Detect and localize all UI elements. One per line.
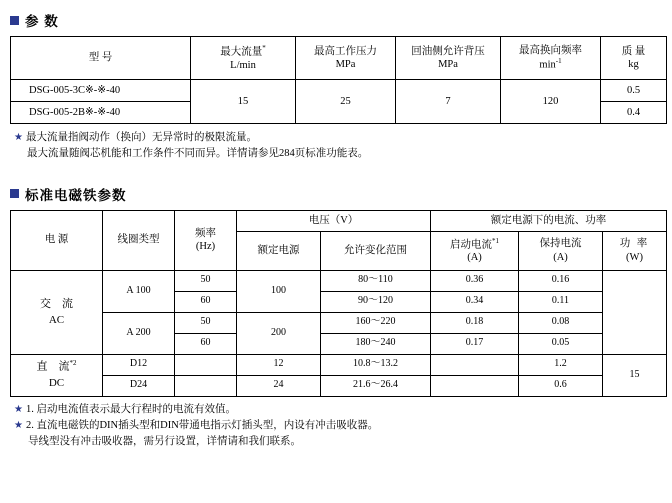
cell-coil-d24: D24	[103, 375, 175, 396]
header-model: 型 号	[11, 37, 191, 80]
star-icon: ★	[14, 132, 23, 143]
cell-hold-2: 0.11	[519, 291, 603, 312]
cell-start-4: 0.17	[431, 333, 519, 354]
header-start-current-line2: (A)	[467, 252, 482, 264]
star-icon: ★	[14, 419, 23, 431]
cell-max-flow: 15	[191, 80, 296, 124]
header-frequency-line1: 频率	[195, 227, 216, 239]
cell-hold-1: 0.16	[519, 270, 603, 291]
cell-power-ac	[603, 270, 667, 354]
cell-max-pressure: 25	[296, 80, 396, 124]
header-voltage-group: 电压（V）	[237, 210, 431, 231]
cell-range-5: 10.8～13.2	[321, 354, 431, 375]
header-back-pressure-line1: 回油侧允许背压	[411, 45, 485, 57]
cell-back-pressure: 7	[396, 80, 501, 124]
cell-coil-a100: A 100	[103, 270, 175, 312]
table-row	[11, 270, 667, 291]
cell-model-2: DSG-005-2B※-※-40	[11, 102, 191, 124]
header-power-source: 电 源	[11, 210, 103, 270]
header-allowable-range: 允许变化范围	[321, 231, 431, 270]
cell-freq-2: 60	[175, 291, 237, 312]
header-current-group: 额定电源下的电流、功率	[431, 210, 667, 231]
header-max-flow-line2: L/min	[230, 59, 256, 71]
cell-model-1: DSG-005-3C※-※-40	[11, 80, 191, 102]
params-note-1	[14, 130, 664, 146]
solenoid-footnote-2-text: 2. 直流电磁铁的DIN插头型和DIN带通电指示灯插头型，内设有冲击吸收器。	[25, 419, 379, 431]
cell-freq-1: 50	[175, 270, 237, 291]
header-max-pressure	[296, 37, 396, 80]
cell-freq-5	[175, 354, 237, 375]
cell-start-6	[431, 375, 519, 396]
cell-mass-2: 0.4	[601, 102, 667, 124]
header-start-current-sup: *1	[492, 236, 499, 245]
cell-freq-4: 60	[175, 333, 237, 354]
header-mass	[601, 37, 667, 80]
header-max-flow-sup: *	[262, 44, 266, 53]
params-note-2	[14, 146, 664, 162]
params-note-1-text: 最大流量指阀动作（换向）无异常时的极限流量。	[25, 132, 257, 143]
section-heading-params	[10, 10, 664, 30]
header-mass-line2: kg	[628, 59, 639, 70]
params-notes	[14, 130, 664, 162]
header-rated-supply: 额定电源	[237, 231, 321, 270]
cell-power-dc: 15	[603, 354, 667, 396]
header-max-flow-line1: 最大流量	[220, 46, 263, 58]
cell-coil-a200: A 200	[103, 312, 175, 354]
cell-start-3: 0.18	[431, 312, 519, 333]
cell-source-ac-line1: 交 流	[40, 297, 73, 310]
cell-range-1: 80～110	[321, 270, 431, 291]
cell-rated-24: 24	[237, 375, 321, 396]
cell-rated-200: 200	[237, 312, 321, 354]
cell-source-ac-line2: AC	[48, 314, 65, 326]
header-frequency-line2: (Hz)	[195, 241, 216, 252]
header-max-pressure-line2: MPa	[335, 59, 356, 70]
cell-start-2: 0.34	[431, 291, 519, 312]
params-table	[10, 36, 667, 124]
table-row	[11, 312, 667, 333]
section-heading-solenoid	[10, 184, 664, 204]
cell-rated-100: 100	[237, 270, 321, 312]
solenoid-footnotes	[14, 402, 664, 451]
cell-hold-6: 0.6	[519, 375, 603, 396]
cell-start-1: 0.36	[431, 270, 519, 291]
cell-source-dc-line2: DC	[48, 377, 65, 390]
cell-hold-3: 0.08	[519, 312, 603, 333]
cell-range-3: 160～220	[321, 312, 431, 333]
header-back-pressure	[396, 37, 501, 80]
section-title-params: 参 数	[25, 14, 59, 29]
header-coil-type: 线圈类型	[103, 210, 175, 270]
cell-rated-12: 12	[237, 354, 321, 375]
solenoid-header-row-1	[11, 210, 667, 231]
table-row	[11, 80, 667, 102]
solenoid-footnote-3	[14, 434, 664, 450]
params-note-2-text: 最大流量随阀芯机能和工作条件不同而异。详情请参见284页标准功能表。	[27, 147, 369, 159]
header-switch-frequency-line1: 最高换向频率	[519, 45, 582, 57]
section-title-solenoid: 标准电磁铁参数	[25, 187, 127, 203]
cell-source-dc-line1: 直 流	[36, 360, 70, 373]
cell-source-ac	[11, 270, 103, 354]
header-start-current	[431, 231, 519, 270]
header-power	[603, 231, 667, 270]
solenoid-footnote-1	[14, 402, 664, 418]
cell-hold-5: 1.2	[519, 354, 603, 375]
cell-source-dc-sup: *2	[69, 359, 77, 368]
header-back-pressure-line2: MPa	[438, 59, 458, 70]
cell-start-5	[431, 354, 519, 375]
cell-freq-3: 50	[175, 312, 237, 333]
cell-hold-4: 0.05	[519, 333, 603, 354]
solenoid-footnote-2	[14, 418, 664, 434]
header-switch-frequency	[501, 37, 601, 80]
square-marker-icon	[10, 16, 19, 25]
solenoid-table	[10, 210, 667, 397]
header-power-line1: 功 率	[619, 238, 650, 250]
header-switch-frequency-line2: min	[539, 59, 556, 71]
star-icon: ★	[14, 403, 23, 415]
table-row	[11, 375, 667, 396]
header-power-line2: (W)	[626, 251, 643, 263]
header-mass-line1: 质 量	[621, 45, 646, 57]
square-marker-icon	[10, 189, 19, 198]
header-hold-current-line2: (A)	[553, 251, 568, 263]
header-frequency	[175, 210, 237, 270]
header-switch-frequency-sup: -1	[555, 57, 562, 66]
cell-source-dc	[11, 354, 103, 396]
header-max-flow	[191, 37, 296, 80]
table-row	[11, 354, 667, 375]
cell-switch-frequency: 120	[501, 80, 601, 124]
header-hold-current	[519, 231, 603, 270]
solenoid-footnote-3-text: 导线型没有冲击吸收器，需另行设置，详情请和我们联系。	[28, 436, 301, 448]
solenoid-footnote-1-text: 1. 启动电流值表示最大行程时的电流有效值。	[25, 403, 236, 415]
header-hold-current-line1: 保持电流	[539, 238, 582, 250]
cell-range-4: 180～240	[321, 333, 431, 354]
cell-coil-d12: D12	[103, 354, 175, 375]
cell-range-6: 21.6～26.4	[321, 375, 431, 396]
header-start-current-line1: 启动电流	[450, 239, 492, 251]
header-max-pressure-line1: 最高工作压力	[314, 45, 377, 57]
cell-mass-1: 0.5	[601, 80, 667, 102]
cell-range-2: 90～120	[321, 291, 431, 312]
params-table-header-row	[11, 37, 667, 80]
cell-freq-6	[175, 375, 237, 396]
